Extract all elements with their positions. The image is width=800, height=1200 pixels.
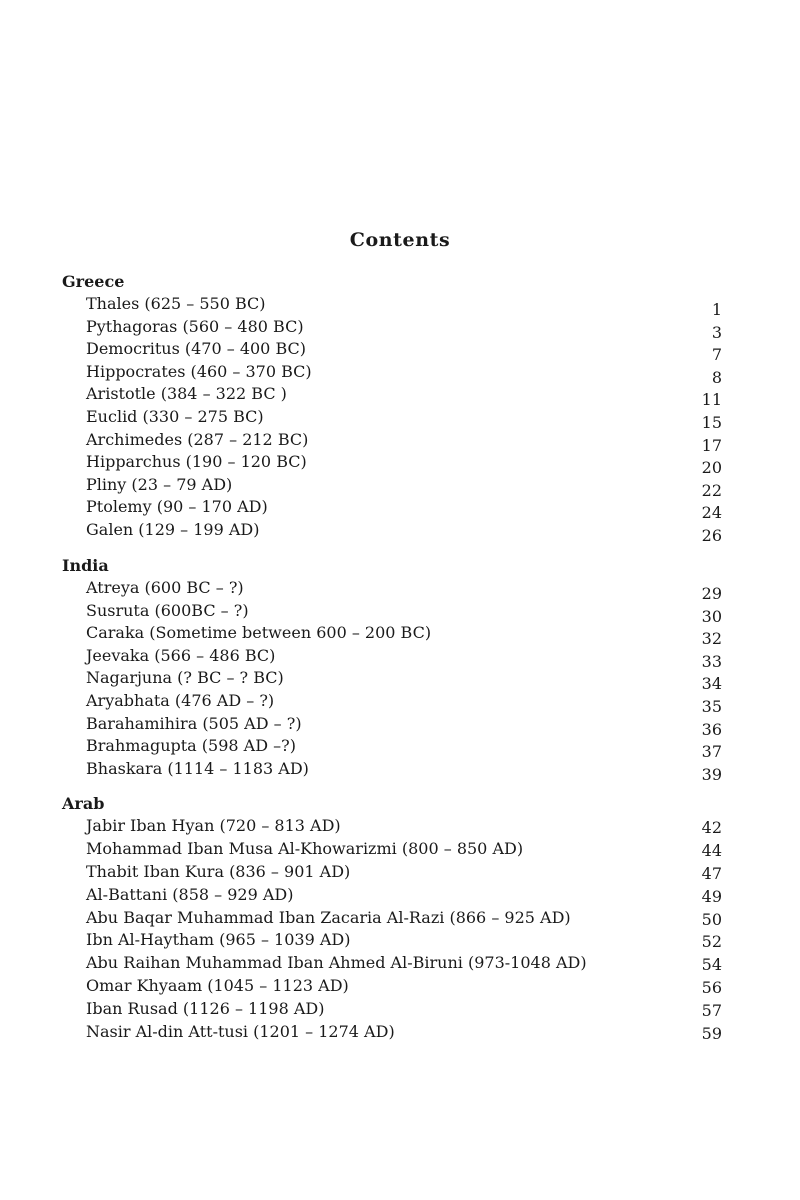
entry-title: Euclid (330 – 275 BC) [86,406,264,426]
page-number: 30 [701,606,722,626]
section-heading: India [62,556,109,575]
entry-title: Nagarjuna (? BC – ? BC) [86,668,284,688]
entry-title: Bhaskara (1114 – 1183 AD) [86,758,309,778]
toc-entry [62,316,722,342]
toc-entry [62,929,722,952]
entry-title: Pythagoras (560 – 480 BC) [86,316,304,336]
page-number: 49 [701,886,722,906]
entry-title: Jabir Iban Hyan (720 – 813 AD) [86,816,341,835]
toc-entry [62,884,722,907]
toc-entry [62,838,722,861]
entry-title: Susruta (600BC – ?) [86,600,249,620]
page-number: 17 [701,435,722,455]
entry-title: Archimedes (287 – 212 BC) [86,429,309,449]
page-number: 44 [701,840,722,860]
entry-title: Hipparchus (190 – 120 BC) [86,452,307,472]
page-number: 3 [711,322,722,342]
entry-title: Abu Baqar Muhammad Iban Zacaria Al-Razi (866 – 925 AD) [86,907,571,927]
entry-title: Al-Battani (858 – 929 AD) [86,884,294,904]
toc-entry [62,998,722,1021]
toc-entry [62,645,722,671]
page-number: 1 [711,300,722,319]
page-number: 52 [701,932,722,952]
page-number: 39 [701,764,722,784]
toc-entry [62,735,722,762]
toc-entry [62,622,722,649]
toc-entry [62,952,722,975]
section-greece [62,271,722,545]
entry-title: Hippocrates (460 – 370 BC) [86,361,312,381]
page-number: 37 [701,742,722,762]
section-heading: Arab [62,794,105,813]
entry-title: Democritus (470 – 400 BC) [86,339,306,359]
toc-entry [62,451,722,478]
toc-entry [62,429,722,455]
page-number: 56 [701,978,722,998]
page-number: 24 [701,503,722,523]
entry-title: Ibn Al-Haytham (965 – 1039 AD) [86,930,351,950]
entry-title: Caraka (Sometime between 600 – 200 BC) [86,623,432,643]
toc-entry [62,907,722,930]
entry-title: Mohammad Iban Musa Al-Khowarizmi (800 – 850 AD) [86,838,524,858]
toc-entry [62,1021,722,1044]
toc-entry [62,667,722,694]
toc-entry [62,815,722,838]
page-number: 59 [701,1024,722,1044]
entry-title: Jeevaka (566 – 486 BC) [86,645,276,665]
entry-title: Aristotle (384 – 322 BC ) [86,384,287,404]
page-number: 8 [711,367,722,387]
entry-title: Galen (129 – 199 AD) [86,519,260,539]
section-india [62,555,722,784]
toc-entry [62,713,722,739]
toc-entry [62,577,722,603]
entry-title: Aryabhata (476 AD – ?) [86,690,275,710]
toc-entry [62,861,722,884]
entry-title: Barahamihira (505 AD – ?) [86,713,302,733]
page-number: 29 [701,584,722,603]
entry-title: Brahmagupta (598 AD –?) [86,736,296,756]
toc-entry [62,975,722,998]
toc-entry [62,361,722,387]
toc-entry [62,519,722,545]
section-arab [62,793,722,1044]
toc-entry [62,406,722,432]
page-number: 35 [701,696,722,716]
entry-title: Thabit Iban Kura (836 – 901 AD) [86,861,351,881]
entry-title: Iban Rusad (1126 – 1198 AD) [86,999,325,1019]
entry-title: Thales (625 – 550 BC) [86,294,266,313]
page-number: 50 [701,909,722,929]
entry-title: Ptolemy (90 – 170 AD) [86,497,268,517]
entry-title: Abu Raihan Muhammad Iban Ahmed Al-Biruni (973-1048 AD) [86,953,587,973]
page-number: 15 [701,412,722,432]
toc-entry [62,383,722,410]
entry-title: Omar Khyaam (1045 – 1123 AD) [86,976,349,996]
toc-entry [62,496,722,523]
page-number: 11 [701,390,722,410]
toc-entry [62,474,722,500]
page-number: 20 [701,458,722,478]
section-heading: Greece [62,272,125,291]
page-number: 47 [701,863,722,883]
toc-entry [62,293,722,319]
toc-entry [62,338,722,365]
toc-entry [62,758,722,784]
entry-title: Pliny (23 – 79 AD) [86,474,233,494]
page-number: 32 [701,629,722,649]
page-number: 54 [701,955,722,975]
toc-entry [62,600,722,626]
page-number: 33 [701,651,722,671]
page-number: 22 [701,480,722,500]
page-number: 57 [701,1001,722,1021]
page-number: 42 [701,818,722,837]
entry-title: Nasir Al-din Att-tusi (1201 – 1274 AD) [86,1022,395,1042]
entry-title: Atreya (600 BC – ?) [86,578,244,597]
page-title: Contents [349,229,451,251]
toc-entry [62,690,722,716]
page-number: 36 [701,719,722,739]
page-number: 7 [711,345,722,365]
page-number: 26 [701,525,722,545]
page-number: 34 [701,674,722,694]
